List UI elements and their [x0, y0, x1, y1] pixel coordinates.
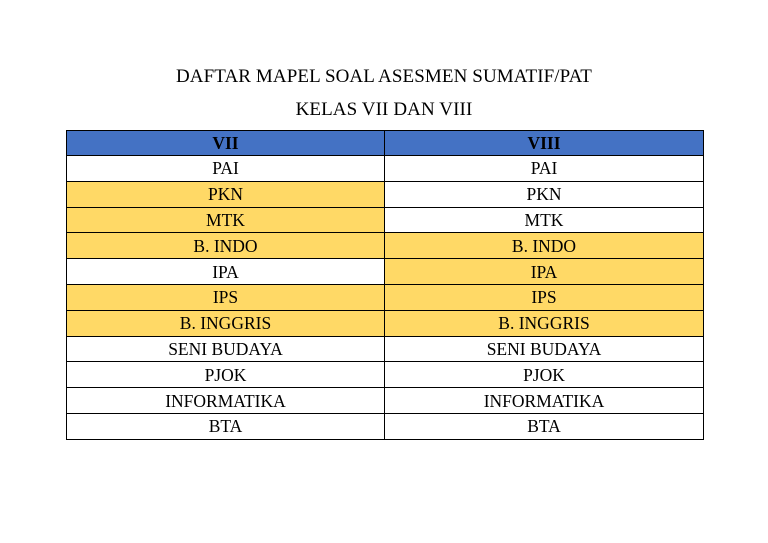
- header-cell-vii: VII: [67, 131, 385, 156]
- subject-cell-vii: SENI BUDAYA: [67, 336, 385, 362]
- subject-cell-viii: IPA: [385, 259, 704, 285]
- table-row: [67, 413, 704, 439]
- subject-cell-vii: PKN: [67, 181, 385, 207]
- document-subtitle: KELAS VII DAN VIII: [295, 99, 473, 120]
- subject-cell-viii: IPS: [385, 284, 704, 310]
- table-row: [67, 336, 704, 362]
- subject-cell-vii: PAI: [67, 156, 385, 182]
- table-row: [67, 233, 704, 259]
- subject-cell-viii: PAI: [385, 156, 704, 182]
- table-row: [67, 156, 704, 182]
- subject-cell-viii: B. INGGRIS: [385, 310, 704, 336]
- header-row: [67, 131, 704, 156]
- table-row: [67, 388, 704, 414]
- subject-cell-viii: SENI BUDAYA: [385, 336, 704, 362]
- table-row: [67, 362, 704, 388]
- subject-cell-viii: PJOK: [385, 362, 704, 388]
- subject-cell-vii: IPS: [67, 284, 385, 310]
- subject-cell-viii: BTA: [385, 413, 704, 439]
- table-row: [67, 207, 704, 233]
- table-row: [67, 284, 704, 310]
- subject-table: [66, 130, 704, 440]
- table-row: [67, 310, 704, 336]
- subject-cell-viii: B. INDO: [385, 233, 704, 259]
- subject-table-header: [67, 131, 704, 156]
- subject-cell-viii: PKN: [385, 181, 704, 207]
- table-row: [67, 181, 704, 207]
- subject-cell-viii: MTK: [385, 207, 704, 233]
- subject-cell-viii: INFORMATIKA: [385, 388, 704, 414]
- document-title: DAFTAR MAPEL SOAL ASESMEN SUMATIF/PAT: [175, 66, 593, 87]
- header-cell-viii: VIII: [385, 131, 704, 156]
- subject-cell-vii: BTA: [67, 413, 385, 439]
- subject-cell-vii: INFORMATIKA: [67, 388, 385, 414]
- subject-cell-vii: IPA: [67, 259, 385, 285]
- subject-cell-vii: B. INGGRIS: [67, 310, 385, 336]
- subject-cell-vii: PJOK: [67, 362, 385, 388]
- subject-cell-vii: B. INDO: [67, 233, 385, 259]
- subject-cell-vii: MTK: [67, 207, 385, 233]
- subject-table-body: [67, 156, 704, 440]
- table-row: [67, 259, 704, 285]
